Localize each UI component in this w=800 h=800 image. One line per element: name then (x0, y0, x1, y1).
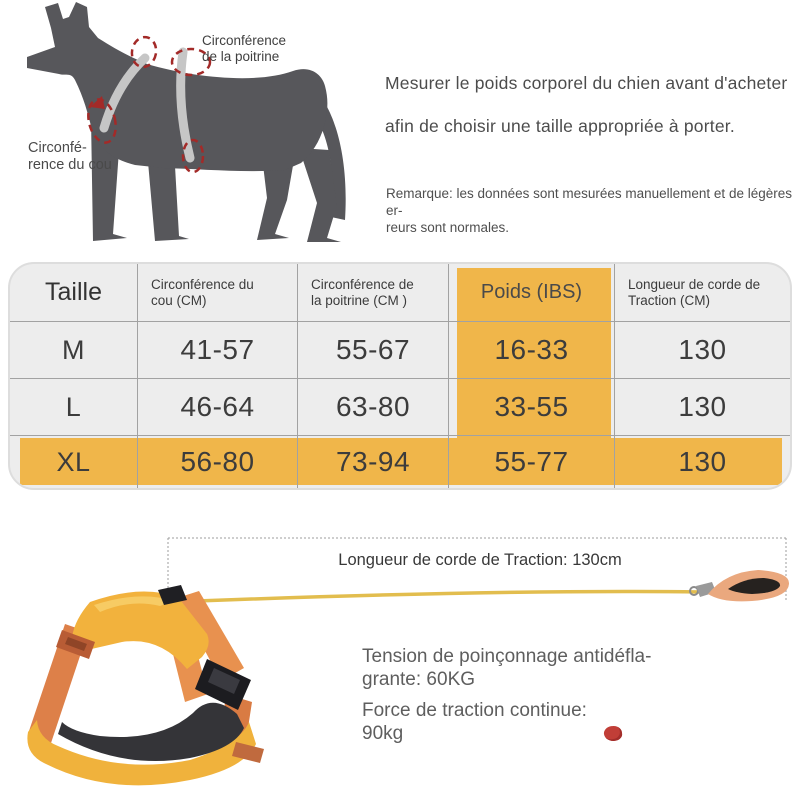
row-l-cou: 46-64 (138, 379, 298, 436)
row-xl-poids: 55-77 (449, 436, 615, 488)
row-xl-longueur: 130 (678, 446, 727, 477)
row-m-longueur: 130 (615, 322, 790, 379)
header-poitrine: Circonférence de la poitrine (CM ) (298, 264, 449, 322)
row-m-cou: 41-57 (138, 322, 298, 379)
traction-force-spec-text: Force de traction continue: 90kg (362, 700, 587, 744)
row-xl-taille: XL (10, 436, 138, 488)
intro-text-line2: afin de choisir une taille appropriée à porter. (385, 116, 735, 136)
neck-circumference-label: Circonfé- rence du cou (28, 140, 112, 173)
cord-length-label: Longueur de corde de Traction: 130cm (338, 551, 622, 569)
chest-circumference-label: Circonférence de la poitrine (202, 33, 287, 64)
leash-cord (172, 592, 700, 602)
header-taille: Taille (10, 264, 138, 322)
header-poids: Poids (IBS) (449, 264, 615, 322)
row-m-poids: 16-33 (449, 322, 615, 379)
dog-silhouette-illustration (5, 0, 375, 250)
size-table (8, 262, 792, 490)
intro-text-line1: Mesurer le poids corporel du chien avant d'acheter (385, 73, 788, 93)
leash-handle (708, 570, 789, 601)
row-l-longueur: 130 (615, 379, 790, 436)
row-xl-poitrine: 73-94 (298, 436, 449, 488)
row-xl-cou: 56-80 (138, 436, 298, 488)
row-l-poitrine: 63-80 (298, 379, 449, 436)
tension-spec-text: Tension de poinçonnage antidéfla- grante: 60KG (362, 646, 652, 690)
row-m-poitrine: 55-67 (298, 322, 449, 379)
header-longueur: Longueur de corde de Traction (CM) (615, 264, 790, 322)
harness-product-photo (27, 585, 264, 785)
row-m-taille: M (10, 322, 138, 379)
header-cou: Circonférence du cou (CM) (138, 264, 298, 322)
measurement-note: Remarque: les données sont mesurées manuellement et de légères er- reurs sont normales. (386, 186, 792, 235)
row-l-taille: L (10, 379, 138, 436)
row-l-poids: 33-55 (449, 379, 615, 436)
